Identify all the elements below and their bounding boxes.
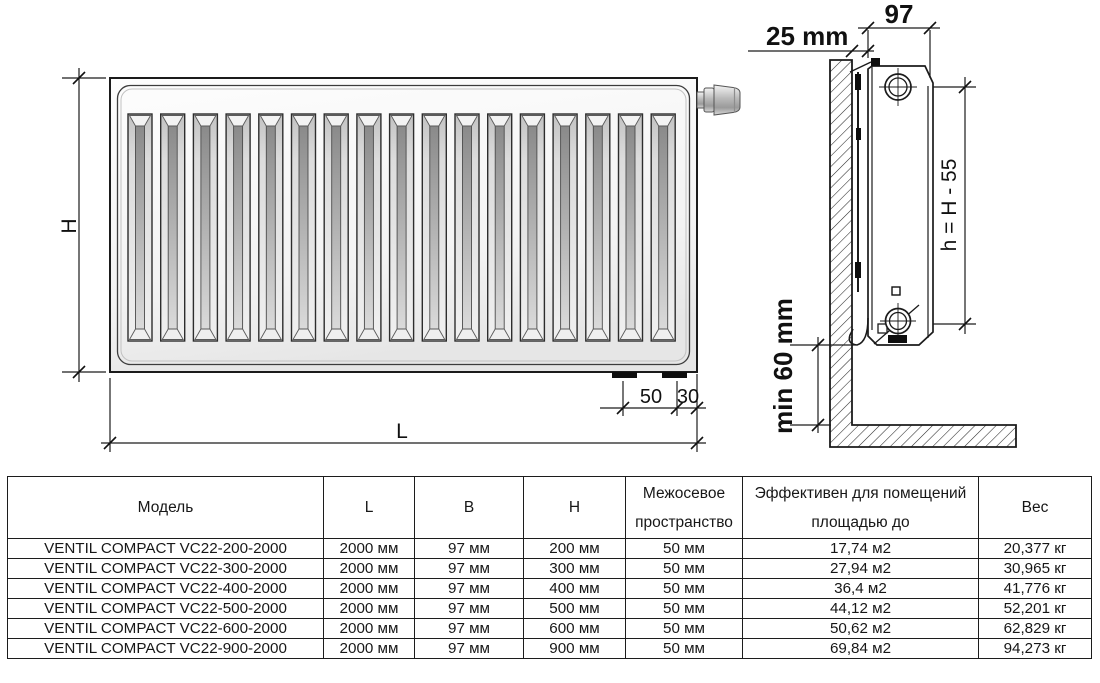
table-cell: 97 мм bbox=[415, 579, 524, 599]
table-cell: 17,74 м2 bbox=[743, 539, 979, 559]
table-cell: VENTIL COMPACT VC22-300-2000 bbox=[8, 559, 324, 579]
radiator-fin bbox=[193, 114, 217, 341]
radiator-fin bbox=[357, 114, 381, 341]
table-cell: 50 мм bbox=[626, 619, 743, 639]
column-header-model: Модель bbox=[8, 477, 324, 539]
radiator-fin bbox=[455, 114, 479, 341]
radiator-fin bbox=[324, 114, 348, 341]
table-cell: 62,829 кг bbox=[979, 619, 1092, 639]
table-cell: 30,965 кг bbox=[979, 559, 1092, 579]
table-cell: 2000 мм bbox=[324, 579, 415, 599]
radiator-fin bbox=[226, 114, 250, 341]
radiator-fin bbox=[520, 114, 544, 341]
dim-label-30: 30 bbox=[676, 386, 700, 408]
table-cell: 94,273 кг bbox=[979, 639, 1092, 659]
table-cell: 900 мм bbox=[524, 639, 626, 659]
header-row bbox=[8, 477, 1092, 539]
radiator-fin bbox=[292, 114, 316, 341]
table-cell: 300 мм bbox=[524, 559, 626, 579]
table-cell: 97 мм bbox=[415, 599, 524, 619]
table-row bbox=[8, 559, 1092, 579]
table-cell: 50 мм bbox=[626, 539, 743, 559]
dim-label-25mm: 25 mm bbox=[766, 21, 849, 51]
table-cell: 50 мм bbox=[626, 639, 743, 659]
radiator-fin bbox=[128, 114, 152, 341]
table-cell: 41,776 кг bbox=[979, 579, 1092, 599]
table-cell: 69,84 м2 bbox=[743, 639, 979, 659]
column-header-area: Эффективен для помещений площадью до bbox=[743, 477, 979, 539]
table-cell: 50 мм bbox=[626, 579, 743, 599]
column-header-depth: B bbox=[415, 477, 524, 539]
thermostatic-valve-icon bbox=[697, 85, 740, 115]
dim-label-97: 97 bbox=[884, 0, 914, 29]
radiator-fin bbox=[259, 114, 283, 341]
radiator-fin bbox=[488, 114, 512, 341]
table-row bbox=[8, 579, 1092, 599]
radiator-fin bbox=[651, 114, 675, 341]
table-cell: VENTIL COMPACT VC22-600-2000 bbox=[8, 619, 324, 639]
table-cell: VENTIL COMPACT VC22-200-2000 bbox=[8, 539, 324, 559]
dim-label-H: H bbox=[58, 218, 81, 234]
radiator-fin bbox=[619, 114, 643, 341]
table-cell: VENTIL COMPACT VC22-400-2000 bbox=[8, 579, 324, 599]
table-cell: 97 мм bbox=[415, 619, 524, 639]
table-cell: 36,4 м2 bbox=[743, 579, 979, 599]
dim-label-L: L bbox=[396, 420, 408, 443]
table-row bbox=[8, 599, 1092, 619]
table-row bbox=[8, 539, 1092, 559]
table-cell: 400 мм bbox=[524, 579, 626, 599]
radiator-fin bbox=[553, 114, 577, 341]
radiator-fin bbox=[422, 114, 446, 341]
table-cell: 97 мм bbox=[415, 539, 524, 559]
table-row bbox=[8, 619, 1092, 639]
column-header-spacing: Межосевое пространство bbox=[626, 477, 743, 539]
table-cell: 500 мм bbox=[524, 599, 626, 619]
table-cell: VENTIL COMPACT VC22-500-2000 bbox=[8, 599, 324, 619]
table-cell: 27,94 м2 bbox=[743, 559, 979, 579]
front-view bbox=[58, 68, 740, 452]
table-cell: 2000 мм bbox=[324, 619, 415, 639]
radiator-fin bbox=[390, 114, 414, 341]
table-cell: 97 мм bbox=[415, 559, 524, 579]
table-cell: 50,62 м2 bbox=[743, 619, 979, 639]
table-cell: VENTIL COMPACT VC22-900-2000 bbox=[8, 639, 324, 659]
table-cell: 52,201 кг bbox=[979, 599, 1092, 619]
column-header-weight: Вес bbox=[979, 477, 1092, 539]
radiator-fin bbox=[161, 114, 185, 341]
table-cell: 50 мм bbox=[626, 599, 743, 619]
spec-table bbox=[7, 476, 1092, 659]
table-cell: 2000 мм bbox=[324, 599, 415, 619]
column-header-length: L bbox=[324, 477, 415, 539]
radiator-fin bbox=[586, 114, 610, 341]
table-cell: 50 мм bbox=[626, 559, 743, 579]
table-cell: 2000 мм bbox=[324, 559, 415, 579]
table-cell: 2000 мм bbox=[324, 639, 415, 659]
dim-label-min60: min 60 mm bbox=[768, 298, 798, 434]
drain-plug bbox=[892, 287, 900, 295]
dim-label-50: 50 bbox=[639, 386, 663, 408]
table-cell: 44,12 м2 bbox=[743, 599, 979, 619]
table-cell: 20,377 кг bbox=[979, 539, 1092, 559]
dim-label-h-formula: h = H - 55 bbox=[938, 158, 961, 252]
column-header-height: H bbox=[524, 477, 626, 539]
table-cell: 200 мм bbox=[524, 539, 626, 559]
table-cell: 2000 мм bbox=[324, 539, 415, 559]
table-cell: 97 мм bbox=[415, 639, 524, 659]
side-view bbox=[748, 0, 1016, 447]
radiator-section bbox=[849, 66, 933, 345]
table-cell: 600 мм bbox=[524, 619, 626, 639]
table-row bbox=[8, 639, 1092, 659]
radiator-fins bbox=[128, 114, 675, 341]
